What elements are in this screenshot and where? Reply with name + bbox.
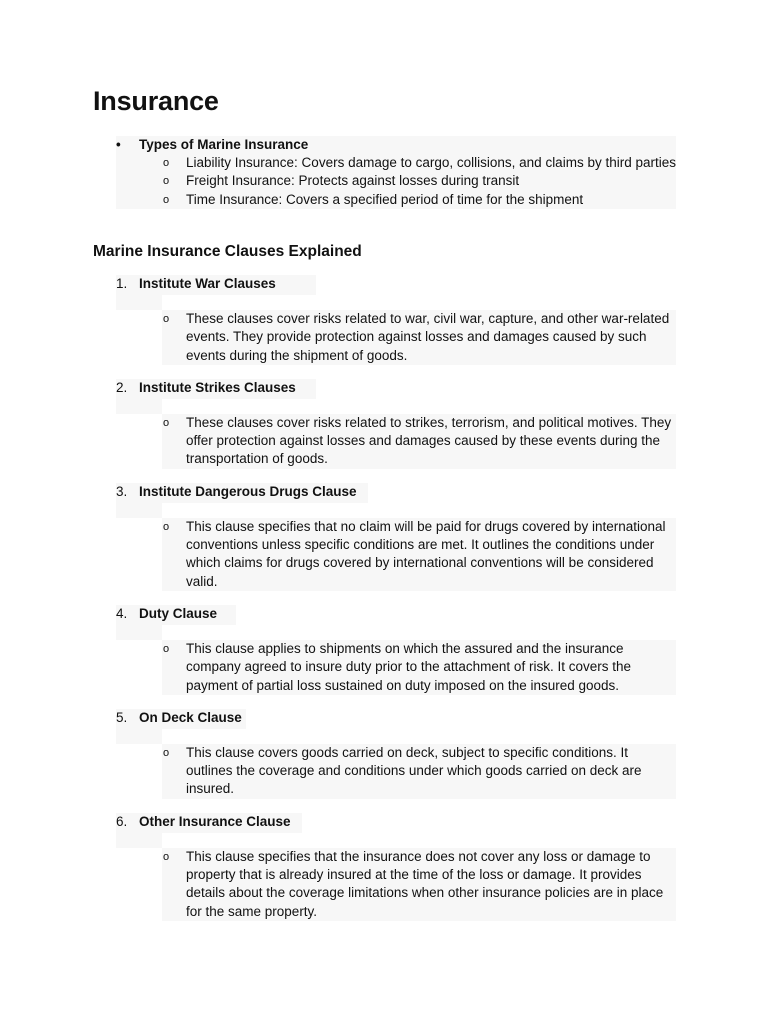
clause-text: These clauses cover risks related to strikes, terrorism, and political motives. They offer protection against losses and damages caused by these events during the transportation of goods. <box>186 414 672 467</box>
clause-description <box>162 744 676 799</box>
clause-heading <box>116 605 236 625</box>
clause-text: These clauses cover risks related to war, civil war, capture, and other war-related events. They provide protection against losses and damages caused by such events during the shipment of goods. <box>186 311 670 363</box>
spacer <box>116 399 162 414</box>
clause-number: 6. <box>116 813 128 829</box>
clause-number: 5. <box>116 709 128 725</box>
spacer <box>116 729 162 744</box>
clause-text: This clause specifies that no claim will be paid for drugs covered by international conventions unless specific conditions are met. It outlines the conditions under which claims for drugs covered by international conventions will be considered valid. <box>186 518 666 589</box>
clause-heading <box>116 813 302 833</box>
clause-number: 2. <box>116 379 128 395</box>
clause-title: Institute Dangerous Drugs Clause <box>139 483 357 499</box>
list-item-text: Freight Insurance: Protects against losses during transit <box>186 173 520 189</box>
circle-bullet-icon: o <box>163 850 170 863</box>
types-bullet <box>116 136 676 154</box>
spacer <box>116 503 162 518</box>
clause-description <box>162 518 676 591</box>
circle-bullet-icon: o <box>163 313 170 325</box>
clause-description <box>162 310 676 365</box>
list-item <box>116 172 676 190</box>
page-title: Insurance <box>93 86 219 116</box>
clause-title: Institute War Clauses <box>139 276 276 291</box>
clause-heading <box>116 483 368 503</box>
clause-text: This clause applies to shipments on which the assured and the insurance company agreed to insure duty prior to the attachment of risk. It covers the payment of partial loss sustained on duty imposed on the insured goods. <box>186 640 631 693</box>
spacer <box>116 625 162 640</box>
section-heading: Marine Insurance Clauses Explained <box>93 243 362 260</box>
circle-bullet-icon: o <box>163 193 170 206</box>
spacer <box>116 695 676 709</box>
clause-heading <box>116 709 246 729</box>
circle-bullet-icon: o <box>163 642 170 655</box>
clause-heading <box>116 275 316 295</box>
clause-title: On Deck Clause <box>139 709 242 725</box>
clause-number: 1. <box>116 276 128 291</box>
list-item-text: Time Insurance: Covers a specified period of time for the shipment <box>186 191 584 207</box>
spacer <box>116 365 676 379</box>
types-label: Types of Marine Insurance <box>139 137 309 152</box>
spacer <box>116 295 162 310</box>
list-item-text: Liability Insurance: Covers damage to cargo, collisions, and claims by third parties <box>186 155 676 170</box>
clause-number: 3. <box>116 483 128 499</box>
clause-title: Duty Clause <box>139 605 218 621</box>
clause-title: Other Insurance Clause <box>139 813 291 829</box>
clause-description <box>162 640 676 695</box>
circle-bullet-icon: o <box>163 157 170 169</box>
clause-text: This clause specifies that the insurance does not cover any loss or damage to property that is already insured at the time of the loss or damage. It provides details about the coverage limitations when other insurance policies are in place for the same property. <box>186 848 664 919</box>
spacer <box>116 833 162 848</box>
list-item <box>116 191 676 209</box>
clauses-list <box>116 275 676 921</box>
clause-heading <box>116 379 316 399</box>
circle-bullet-icon: o <box>163 746 170 759</box>
circle-bullet-icon: o <box>163 416 170 429</box>
clause-description <box>162 414 676 469</box>
types-list <box>116 136 676 209</box>
clause-description <box>162 848 676 921</box>
spacer <box>116 799 676 813</box>
list-item <box>116 154 676 172</box>
bullet-icon: • <box>116 137 121 152</box>
circle-bullet-icon: o <box>163 175 170 188</box>
clause-title: Institute Strikes Clauses <box>139 379 296 395</box>
spacer <box>116 469 676 483</box>
circle-bullet-icon: o <box>163 520 170 533</box>
types-sublist <box>116 154 676 209</box>
spacer <box>116 591 676 605</box>
clause-text: This clause covers goods carried on deck, subject to specific conditions. It outlines the coverage and conditions under which goods carried on deck are insured. <box>186 744 642 797</box>
clause-number: 4. <box>116 605 128 621</box>
